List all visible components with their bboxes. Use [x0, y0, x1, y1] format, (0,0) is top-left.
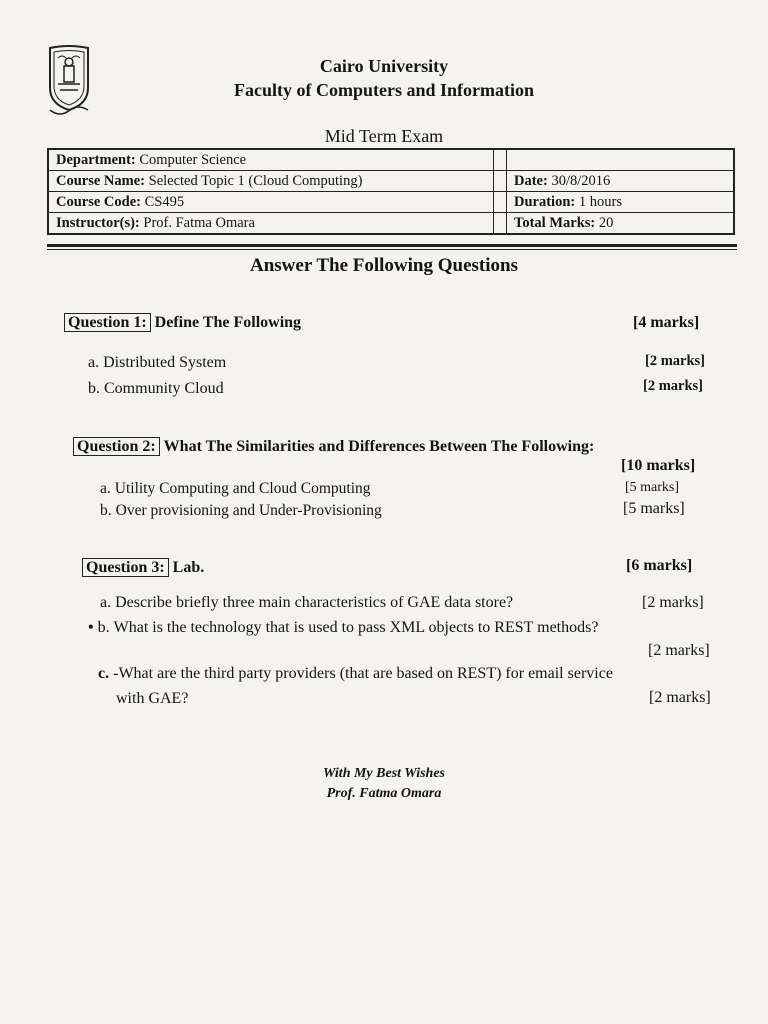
exam-title: Mid Term Exam [324, 126, 444, 146]
question-2a: a. Utility Computing and Cloud Computing [100, 480, 371, 497]
question-3b: • b. What is the technology that is used to pass XML objects to REST methods? [88, 619, 599, 636]
question-3a: a. Describe briefly three main characteristics of GAE data store? [100, 594, 514, 611]
date-cell: Date: 30/8/2016 [507, 171, 735, 192]
question-3c-marks: [2 marks] [649, 689, 711, 706]
question-3-marks: [6 marks] [626, 557, 693, 574]
question-3-text: Lab. [172, 559, 205, 576]
question-2-marks: [10 marks] [621, 457, 696, 474]
question-3c-continued: with GAE? [116, 690, 189, 707]
question-1a-marks: [2 marks] [645, 353, 706, 369]
closing-wishes: With My Best Wishes [322, 766, 445, 781]
question-2-label: Question 2: [73, 437, 160, 456]
question-2b-marks: [5 marks] [623, 500, 685, 517]
question-3-heading [82, 559, 204, 577]
question-2a-marks: [5 marks] [625, 480, 680, 495]
divider-thick [47, 244, 737, 247]
department-cell: Department: Computer Science [48, 149, 494, 171]
course-name-cell: Course Name: Selected Topic 1 (Cloud Computing) [48, 171, 494, 192]
question-1-heading [64, 314, 301, 332]
duration-cell: Duration: 1 hours [507, 192, 735, 213]
divider-thin [47, 249, 737, 250]
question-3a-marks: [2 marks] [642, 594, 704, 611]
course-code-cell: Course Code: CS495 [48, 192, 494, 213]
instructor-cell: Instructor(s): Prof. Fatma Omara [48, 213, 494, 235]
question-1-text: Define The Following [154, 314, 302, 331]
total-marks-cell: Total Marks: 20 [507, 213, 735, 235]
question-3b-marks: [2 marks] [648, 642, 710, 659]
university-name: Cairo University [319, 56, 449, 76]
question-2-text: What The Similarities and Differences Between The Following: [163, 438, 595, 455]
question-3-label: Question 3: [82, 558, 169, 577]
question-3c: c. -What are the third party providers (that are based on REST) for email service [98, 665, 613, 682]
faculty-name: Faculty of Computers and Information [234, 80, 534, 100]
instructions-heading: Answer The Following Questions [250, 255, 518, 276]
question-1-marks: [4 marks] [633, 314, 700, 331]
question-1b: b. Community Cloud [88, 380, 224, 397]
closing-signature: Prof. Fatma Omara [326, 786, 442, 801]
exam-info-table [47, 148, 735, 235]
question-2b: b. Over provisioning and Under-Provisioning [100, 502, 382, 519]
empty-cell [507, 149, 735, 171]
question-2-heading [73, 438, 594, 456]
question-1-label: Question 1: [64, 313, 151, 332]
question-1b-marks: [2 marks] [643, 378, 704, 394]
question-1a: a. Distributed System [88, 354, 227, 371]
